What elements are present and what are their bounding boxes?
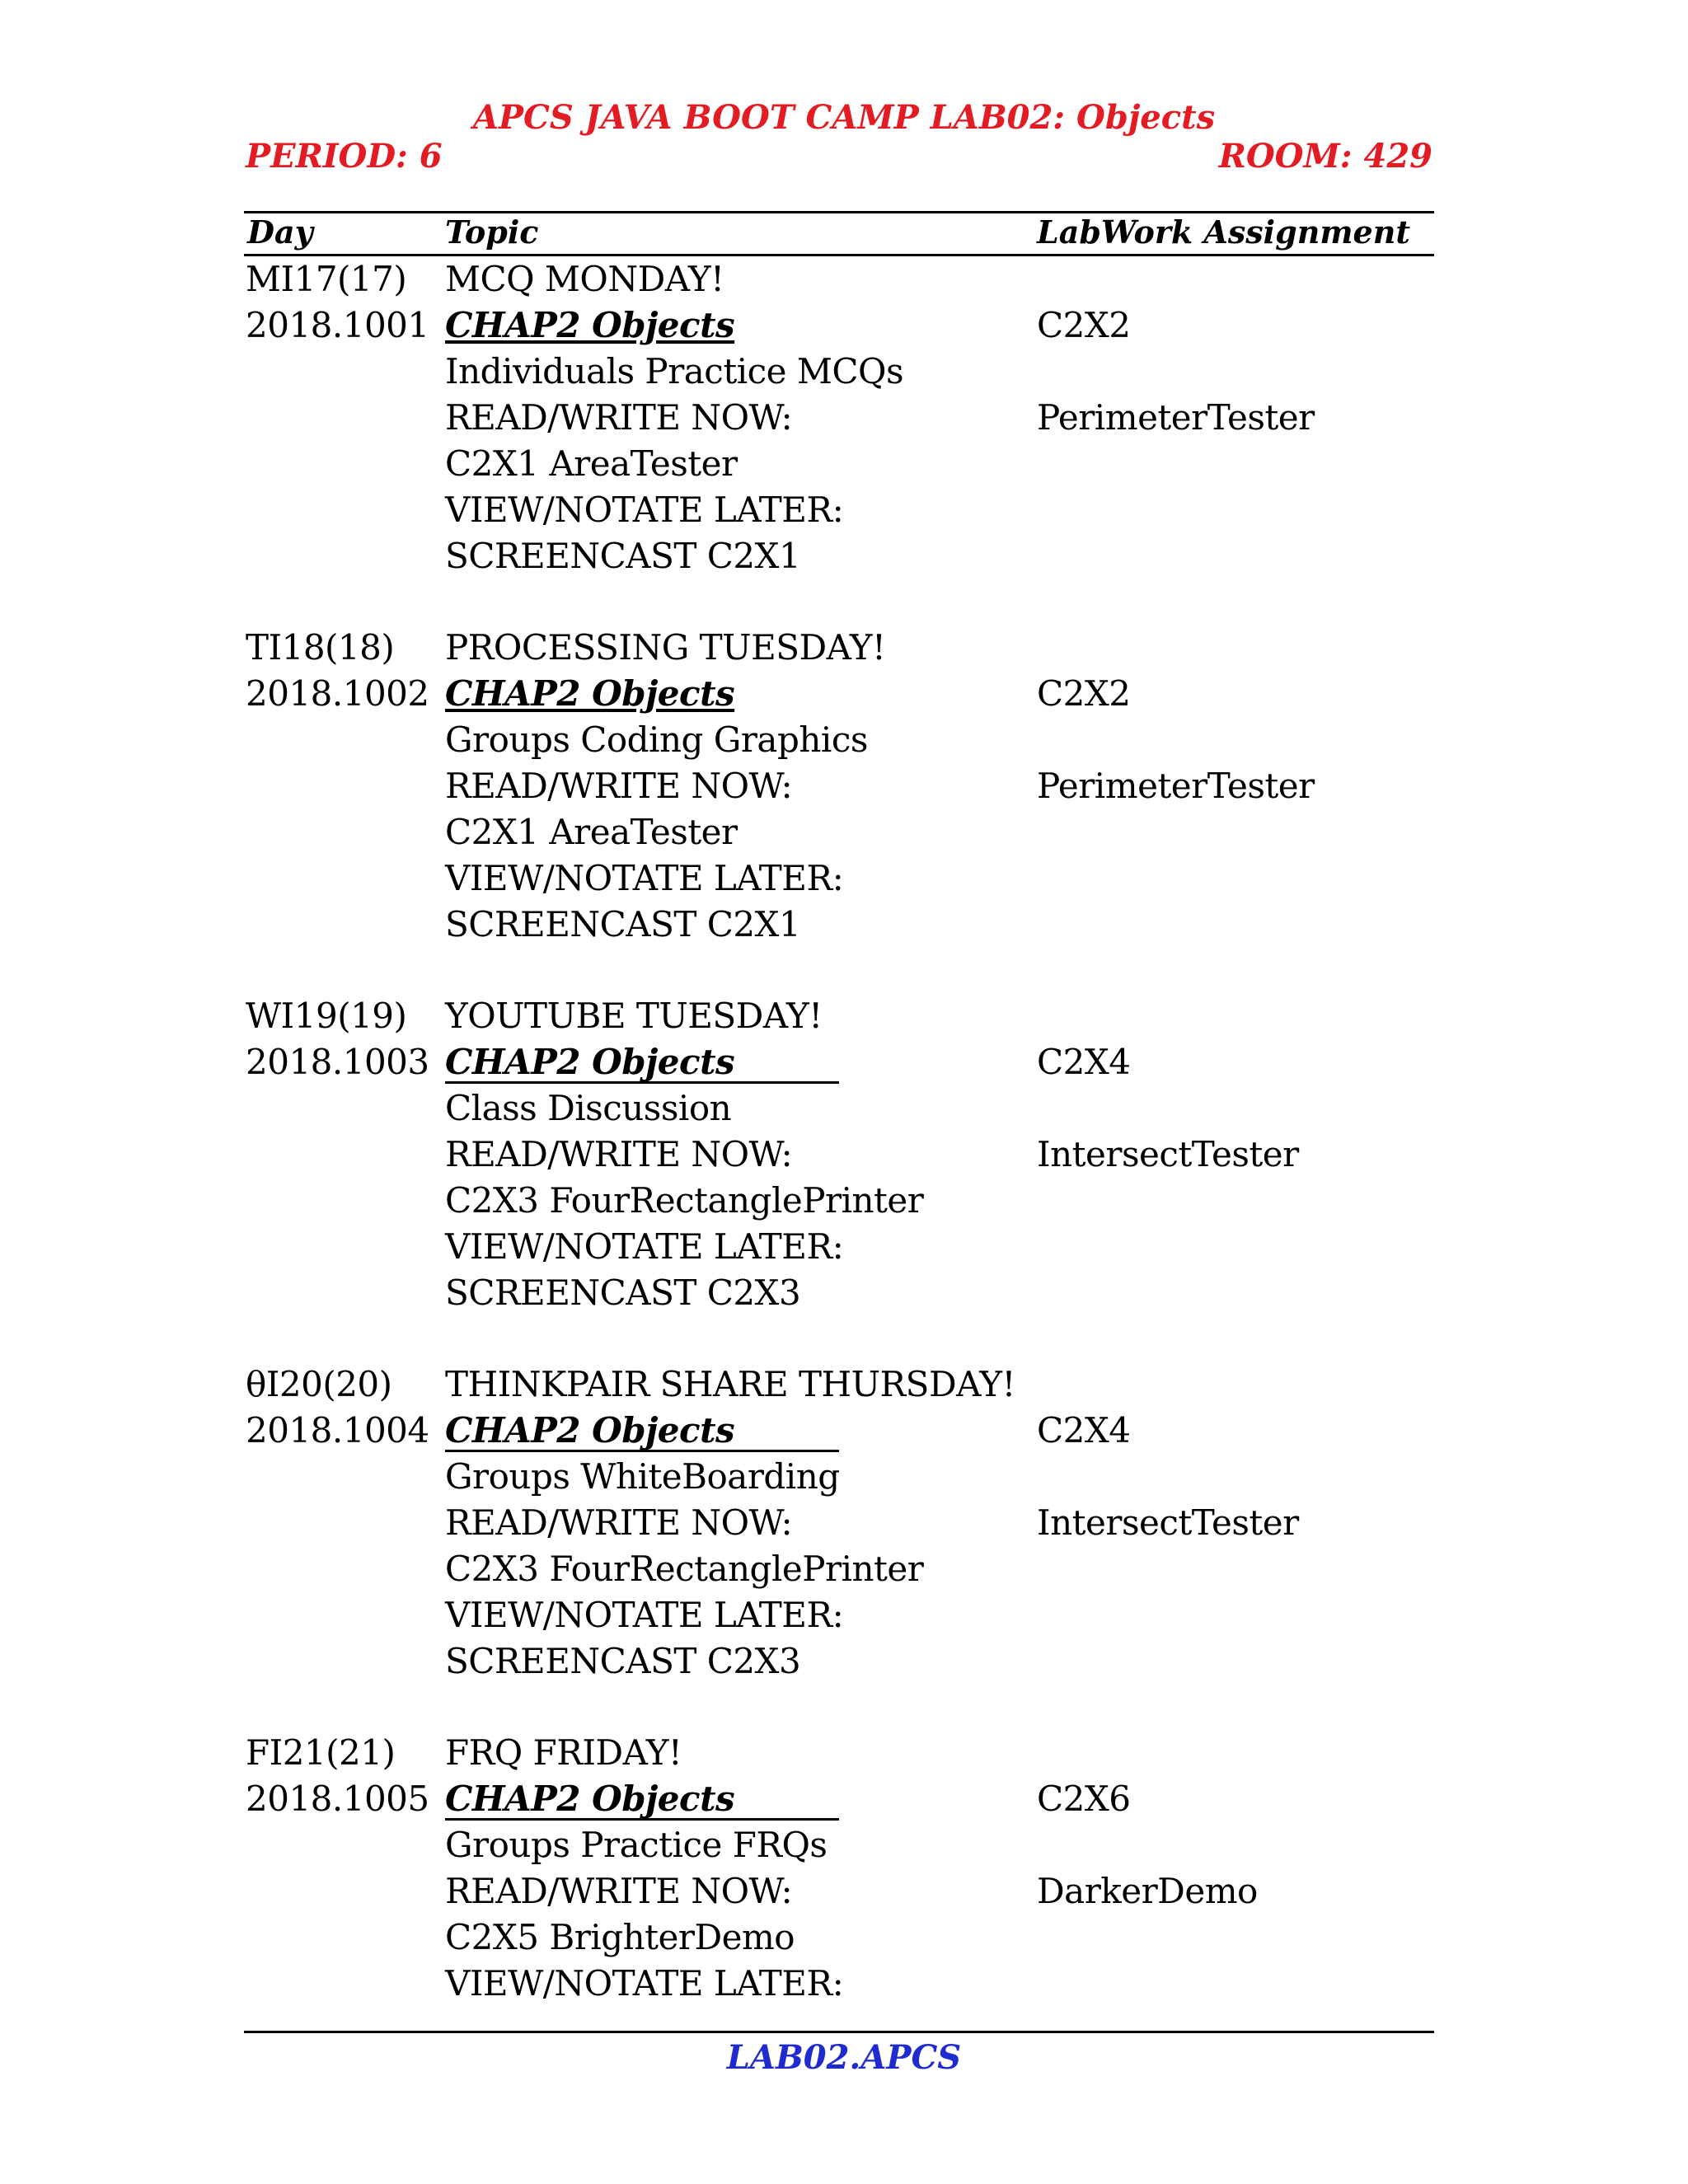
view-later-label: VIEW/NOTATE LATER: <box>445 1595 844 1635</box>
day-heading: YOUTUBE TUESDAY! <box>445 996 823 1036</box>
activity-text: Groups WhiteBoarding <box>445 1456 840 1497</box>
read-now-label: READ/WRITE NOW: <box>445 766 793 806</box>
view-later-label: VIEW/NOTATE LATER: <box>445 490 844 530</box>
read-now-item: C2X5 BrighterDemo <box>445 1917 795 1957</box>
column-header-topic: Topic <box>445 213 539 251</box>
day-date: 2018.1002 <box>246 673 429 714</box>
read-now-item: C2X1 AreaTester <box>445 443 738 484</box>
day-heading: MCQ MONDAY! <box>445 259 724 299</box>
lab-assignment-name: DarkerDemo <box>1037 1871 1258 1911</box>
read-now-item: C2X3 FourRectanglePrinter <box>445 1549 924 1589</box>
chapter-title: CHAP2 Objects <box>445 1409 839 1452</box>
read-now-label: READ/WRITE NOW: <box>445 1871 793 1911</box>
view-later-label: VIEW/NOTATE LATER: <box>445 1226 844 1267</box>
day-code: MI17(17) <box>246 259 407 299</box>
chapter-title: CHAP2 Objects <box>445 673 735 714</box>
lab-assignment-name: IntersectTester <box>1037 1502 1299 1543</box>
view-later-item: SCREENCAST C2X3 <box>445 1641 801 1681</box>
document-title: APCS JAVA BOOT CAMP LAB02: Objects <box>472 98 1216 137</box>
day-heading: PROCESSING TUESDAY! <box>445 627 886 668</box>
view-later-item: SCREENCAST C2X1 <box>445 536 801 576</box>
lab-assignment-code: C2X4 <box>1037 1410 1131 1451</box>
view-later-label: VIEW/NOTATE LATER: <box>445 1963 844 2004</box>
lab-assignment-name: PerimeterTester <box>1037 766 1315 806</box>
lab-assignment-name: IntersectTester <box>1037 1134 1299 1174</box>
read-now-item: C2X1 AreaTester <box>445 812 738 852</box>
column-header-day: Day <box>247 213 313 251</box>
day-heading: FRQ FRIDAY! <box>445 1732 682 1773</box>
table-header-rule <box>244 254 1434 256</box>
lab-assignment-code: C2X2 <box>1037 673 1131 714</box>
day-heading: THINKPAIR SHARE THURSDAY! <box>445 1364 1015 1404</box>
column-header-lab: LabWork Assignment <box>1037 213 1410 251</box>
period-label: PERIOD: 6 <box>246 137 443 176</box>
lab-assignment-code: C2X4 <box>1037 1042 1131 1082</box>
view-later-label: VIEW/NOTATE LATER: <box>445 858 844 898</box>
footer-label: LAB02.APCS <box>726 2038 962 2077</box>
activity-text: Class Discussion <box>445 1088 732 1128</box>
read-now-item: C2X3 FourRectanglePrinter <box>445 1180 924 1221</box>
day-code: θI20(20) <box>246 1364 392 1404</box>
read-now-label: READ/WRITE NOW: <box>445 397 793 438</box>
activity-text: Individuals Practice MCQs <box>445 351 903 391</box>
chapter-title: CHAP2 Objects <box>445 1778 839 1821</box>
view-later-item: SCREENCAST C2X3 <box>445 1272 801 1313</box>
chapter-title: CHAP2 Objects <box>445 1041 839 1084</box>
activity-text: Groups Coding Graphics <box>445 719 868 760</box>
read-now-label: READ/WRITE NOW: <box>445 1502 793 1543</box>
day-date: 2018.1003 <box>246 1042 429 1082</box>
day-code: WI19(19) <box>246 996 407 1036</box>
lab-assignment-code: C2X6 <box>1037 1779 1131 1819</box>
lab-assignment-code: C2X2 <box>1037 305 1131 345</box>
day-code: TI18(18) <box>246 627 395 668</box>
room-label: ROOM: 429 <box>1218 137 1432 176</box>
lab-assignment-name: PerimeterTester <box>1037 397 1315 438</box>
day-code: FI21(21) <box>246 1732 396 1773</box>
day-date: 2018.1005 <box>246 1779 429 1819</box>
day-date: 2018.1004 <box>246 1410 429 1451</box>
activity-text: Groups Practice FRQs <box>445 1825 828 1865</box>
view-later-item: SCREENCAST C2X1 <box>445 904 801 944</box>
read-now-label: READ/WRITE NOW: <box>445 1134 793 1174</box>
day-date: 2018.1001 <box>246 305 429 345</box>
chapter-title: CHAP2 Objects <box>445 305 735 345</box>
footer-rule <box>244 2031 1434 2033</box>
